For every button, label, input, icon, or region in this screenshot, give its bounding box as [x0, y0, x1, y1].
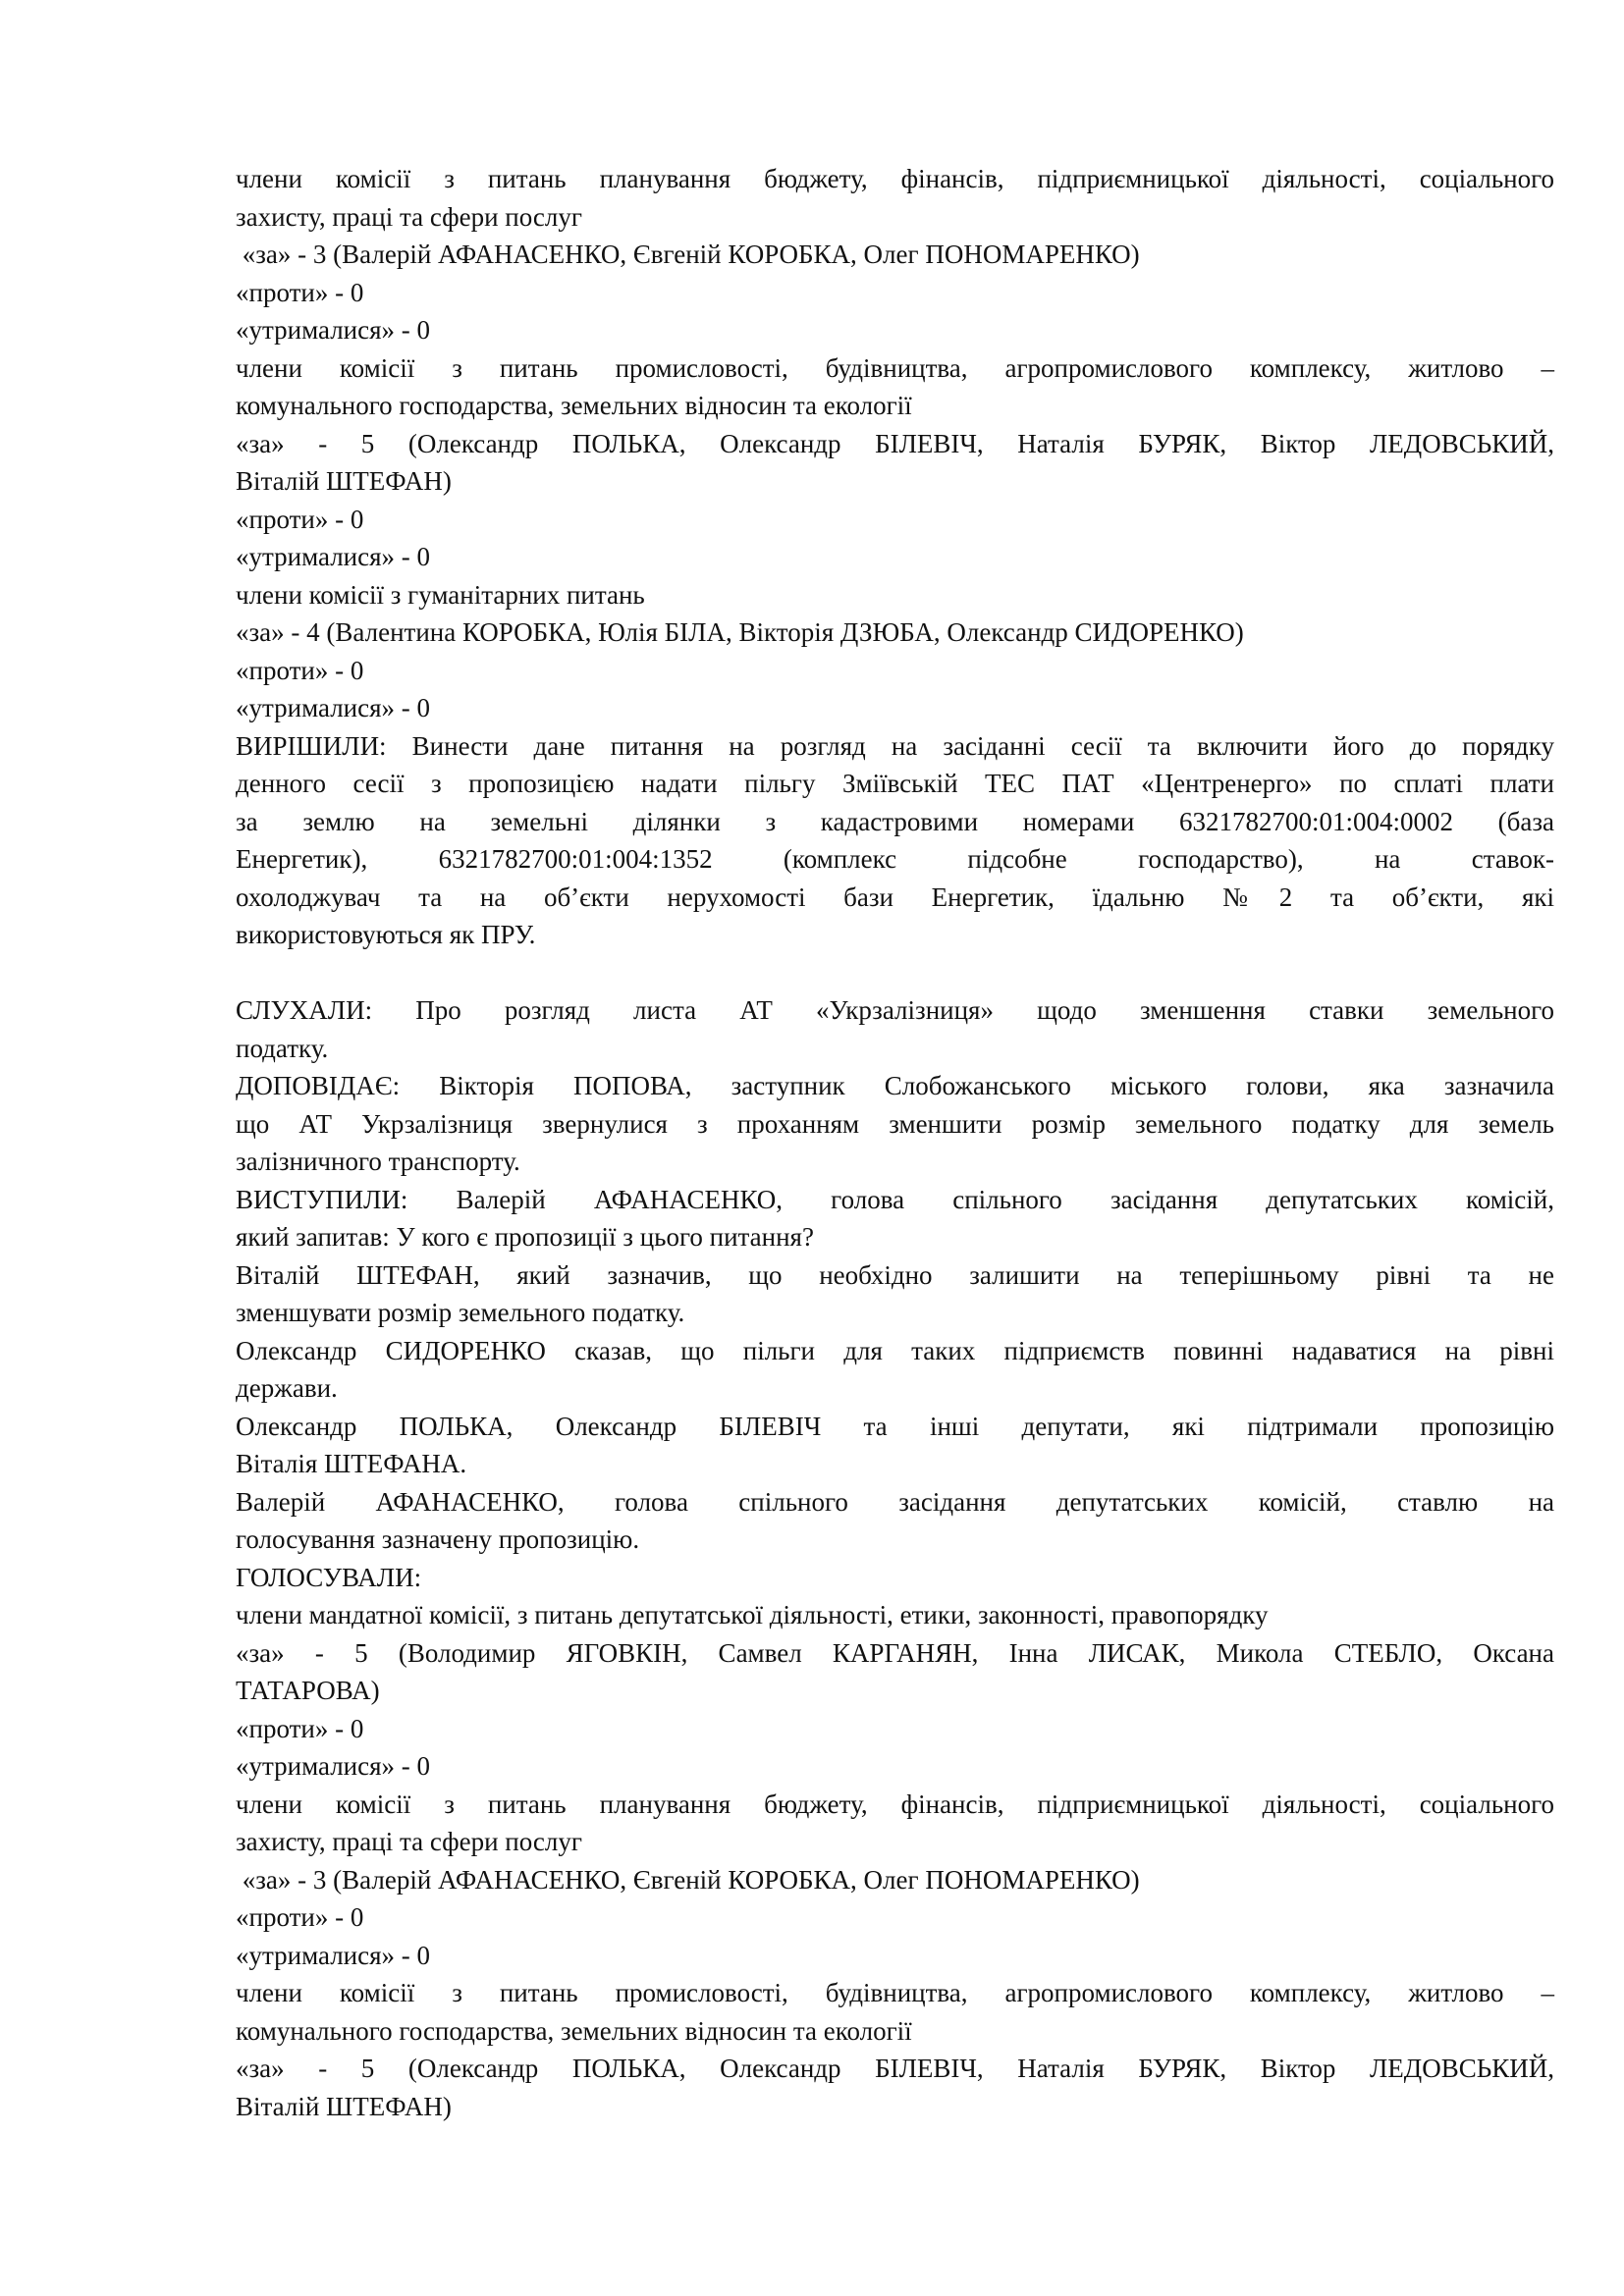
text-line: комунального господарства, земельних відносин та екології — [236, 391, 912, 420]
voted-heading: ГОЛОСУВАЛИ: — [236, 1562, 422, 1592]
text-line: голосування зазначену пропозицію. — [236, 1524, 640, 1554]
text-line: захисту, праці та сфери послуг — [236, 1827, 582, 1856]
decision-line: Енергетик), 6321782700:01:004:1352 (комплекс підсобне господарство), на ставок- — [236, 844, 1554, 874]
vote-for-line: «за» - 4 (Валентина КОРОБКА, Юлія БІЛА, Вікторія ДЗЮБА, Олександр СИДОРЕНКО) — [236, 617, 1244, 647]
text-line: Віталій ШТЕФАН, який зазначив, що необхідно залишити на теперішньому рівні та не — [236, 1259, 1554, 1290]
vote-abstain-line: «утрималися» - 0 — [236, 1940, 431, 1970]
report-line: залізничного транспорту. — [236, 1147, 520, 1176]
heard-line: податку. — [236, 1033, 329, 1063]
vote-for-line: «за» - 5 (Олександр ПОЛЬКА, Олександр БІЛЕВІЧ, Наталія БУРЯК, Віктор ЛЕДОВСЬКИЙ, — [236, 428, 1554, 458]
blank-line — [236, 954, 1554, 992]
text-line: члени комісії з питань промисловості, будівництва, агропромислового комплексу, житлово – — [236, 1978, 1554, 2007]
text-line: Олександр СИДОРЕНКО сказав, що пільги для таких підприємств повинні надаватися на рівні — [236, 1335, 1554, 1365]
text-line: зменшувати розмір земельного податку. — [236, 1298, 685, 1327]
vote-abstain-line: «утрималися» - 0 — [236, 693, 431, 722]
vote-against-line: «проти» - 0 — [236, 504, 364, 534]
text-line: держави. — [236, 1373, 338, 1403]
vote-for-line: «за» - 5 (Володимир ЯГОВКІН, Самвел КАРГАНЯН, Інна ЛИСАК, Микола СТЕБЛО, Оксана — [236, 1637, 1554, 1668]
decision-line: денного сесії з пропозицією надати пільгу Зміївській ТЕС ПАТ «Центренерго» по сплаті плати — [236, 769, 1554, 798]
text-line: Віталія ШТЕФАНА. — [236, 1449, 467, 1478]
vote-against-line: «проти» - 0 — [236, 1902, 364, 1932]
text-line: члени комісії з питань планування бюджету, фінансів, підприємницької діяльності, соціального — [236, 164, 1554, 193]
vote-for-line: «за» - 5 (Олександр ПОЛЬКА, Олександр БІЛЕВІЧ, Наталія БУРЯК, Віктор ЛЕДОВСЬКИЙ, — [236, 2054, 1554, 2083]
text-line: ТАТАРОВА) — [236, 1676, 380, 1705]
vote-against-line: «проти» - 0 — [236, 1713, 364, 1743]
decision-line: охолоджувач та на об’єкти нерухомості бази Енергетик, їдальню №2 та об’єкти, які — [236, 881, 1554, 912]
speakers-line: який запитав: У кого є пропозиції з цього питання? — [236, 1222, 814, 1252]
text-line: Олександр ПОЛЬКА, Олександр БІЛЕВІЧ та інші депутати, які підтримали пропозицію — [236, 1411, 1554, 1441]
report-line: що АТ Укрзалізниця звернулися з проханням зменшити розмір земельного податку для земель — [236, 1108, 1554, 1139]
text-line: члени комісії з питань промисловості, будівництва, агропромислового комплексу, житлово – — [236, 352, 1554, 383]
decision-line: використовуються як ПРУ. — [236, 920, 536, 949]
text-line: Віталій ШТЕФАН) — [236, 2091, 452, 2121]
text-line: Віталій ШТЕФАН) — [236, 466, 452, 496]
document-page — [236, 160, 1554, 2125]
text-line: члени мандатної комісії, з питань депутатської діяльності, етики, законності, правопорядку — [236, 1600, 1269, 1629]
vote-abstain-line: «утрималися» - 0 — [236, 542, 431, 571]
vote-against-line: «проти» - 0 — [236, 277, 364, 307]
text-line: захисту, праці та сфери послуг — [236, 201, 582, 232]
decision-line: ВИРІШИЛИ: Винести дане питання на розгляд на засіданні сесії та включити його до порядку — [236, 730, 1554, 761]
speakers-line: ВИСТУПИЛИ: Валерій АФАНАСЕНКО, голова спільного засідання депутатських комісій, — [236, 1184, 1554, 1214]
vote-abstain-line: «утрималися» - 0 — [236, 315, 431, 345]
text-line: комунального господарства, земельних відносин та екології — [236, 2015, 912, 2046]
text-line: члени комісії з питань планування бюджету, фінансів, підприємницької діяльності, соціального — [236, 1789, 1554, 1819]
vote-abstain-line: «утрималися» - 0 — [236, 1751, 431, 1781]
text-line: Валерій АФАНАСЕНКО, голова спільного засідання депутатських комісій, ставлю на — [236, 1486, 1554, 1517]
vote-against-line: «проти» - 0 — [236, 655, 364, 685]
report-line: ДОПОВІДАЄ: Вікторія ПОПОВА, заступник Слобожанського міського голови, яка зазначила — [236, 1071, 1554, 1100]
heard-line: СЛУХАЛИ: Про розгляд листа АТ «Укрзалізниця» щодо зменшення ставки земельного — [236, 995, 1554, 1025]
decision-line: за землю на земельні ділянки з кадастровими номерами 6321782700:01:004:0002 (база — [236, 806, 1554, 836]
text-line: члени комісії з гуманітарних питань — [236, 579, 645, 610]
vote-for-line: «за» - 3 (Валерій АФАНАСЕНКО, Євгеній КОРОБКА, Олег ПОНОМАРЕНКО) — [236, 1864, 1140, 1895]
vote-for-line: «за» - 3 (Валерій АФАНАСЕНКО, Євгеній КОРОБКА, Олег ПОНОМАРЕНКО) — [236, 240, 1140, 269]
